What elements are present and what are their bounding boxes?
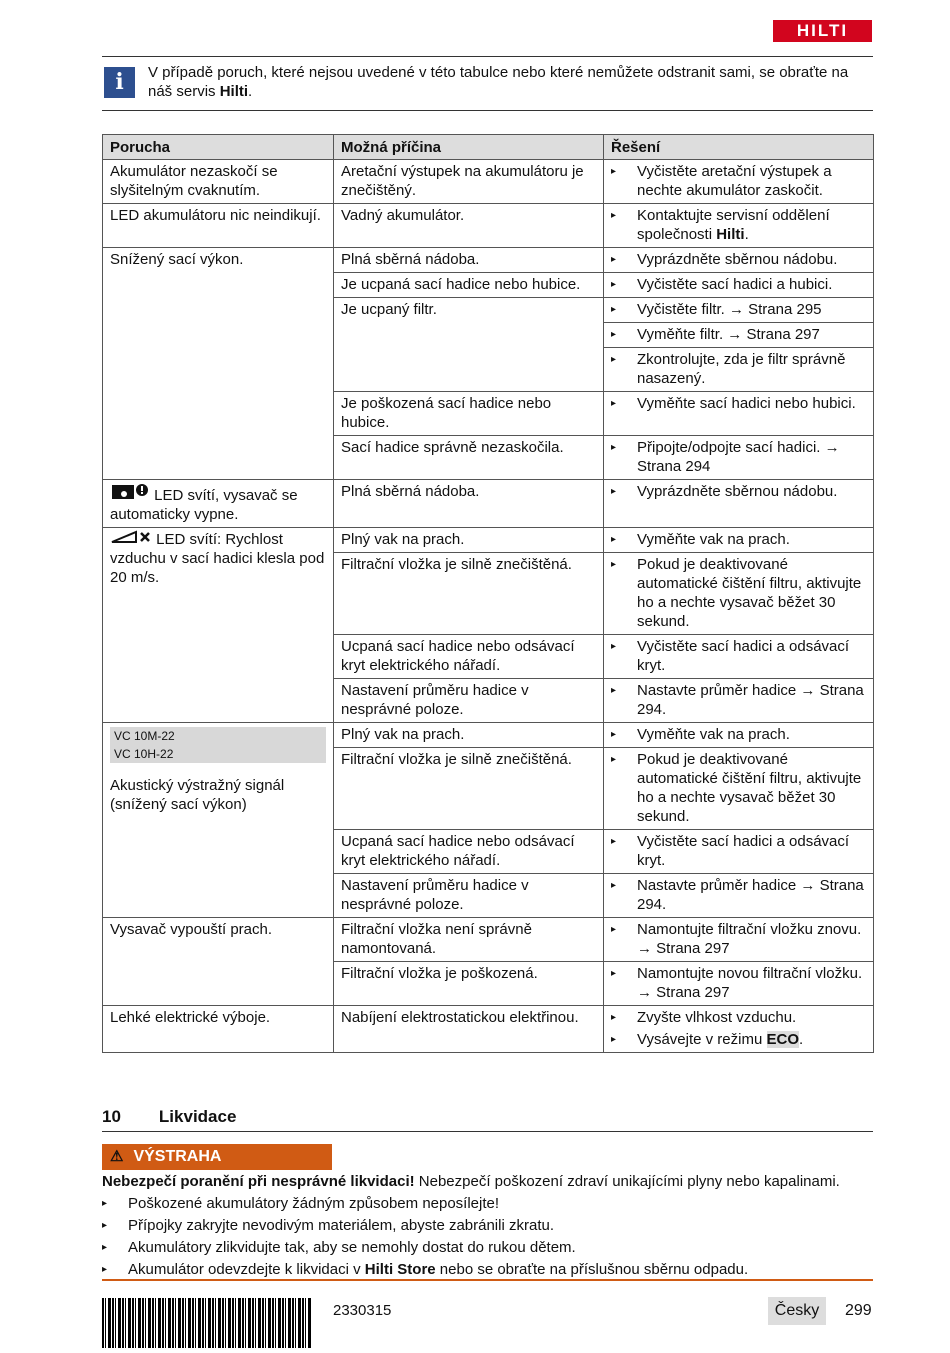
barcode	[102, 1298, 311, 1348]
table-header-row	[103, 135, 874, 160]
cause-cell: Filtrační vložka je silně znečištěná.	[334, 748, 604, 830]
cause-cell: Je poškozená sací hadice nebo hubice.	[334, 392, 604, 436]
cause-cell: Vadný akumulátor.	[334, 204, 604, 248]
solution-cell: ▸ Pokud je deaktivované automatické čištění filtru, aktivujte ho a nechte vysavač běžet 30 sekund.	[604, 748, 874, 830]
table-row	[103, 723, 874, 748]
disposal-list	[102, 1193, 882, 1281]
cause-cell: Je ucpaná sací hadice nebo hubice.	[334, 273, 604, 298]
cause-cell: Ucpaná sací hadice nebo odsávací kryt elektrického nářadí.	[334, 635, 604, 679]
solution-cell: ▸ Vyčistěte filtr. → Strana 295	[604, 298, 874, 323]
list-item: ▸ Akumulátory zlikvidujte tak, aby se nemohly dostat do rukou dětem.	[102, 1239, 576, 1256]
solution-cell: ▸ Namontujte filtrační vložku znovu. → Strana 297	[604, 918, 874, 962]
warning-banner: ⚠ VÝSTRAHA	[102, 1144, 332, 1170]
airflow-low-icon	[110, 531, 152, 548]
table-row	[103, 160, 874, 204]
solution-cell: ▸ Vyčistěte sací hadici a odsávací kryt.	[604, 635, 874, 679]
solution-cell: ▸ Vyprázdněte sběrnou nádobu.	[604, 248, 874, 273]
table-row	[103, 204, 874, 248]
solution-cell: ▸ Vyčistěte sací hadici a hubici.	[604, 273, 874, 298]
cause-cell: Aretační výstupek na akumulátoru je znečištěný.	[334, 160, 604, 204]
document-number: 2330315	[333, 1302, 392, 1319]
divider	[102, 1131, 873, 1132]
solution-cell: ▸ Vyčistěte sací hadici a odsávací kryt.	[604, 830, 874, 874]
divider	[102, 56, 873, 57]
hilti-logo: HILTI	[773, 20, 872, 42]
footer-divider	[102, 1279, 873, 1281]
solution-cell: ▸ Pokud je deaktivované automatické čištění filtru, aktivujte ho a nechte vysavač běžet 30 sekund.	[604, 553, 874, 635]
solution-cell: ▸ Kontaktujte servisní oddělení společnosti Hilti.	[604, 204, 874, 248]
fault-text: Akustický výstražný signál (snížený sací výkon)	[110, 777, 285, 813]
solution-cell: ▸ Vyprázdněte sběrnou nádobu.	[604, 480, 874, 528]
cause-cell: Filtrační vložka není správně namontovaná.	[334, 918, 604, 962]
table-row	[103, 1006, 874, 1053]
header-fault: Porucha	[103, 135, 334, 160]
solution-cell: ▸ Nastavte průměr hadice → Strana 294.	[604, 679, 874, 723]
solution-cell: ▸ Vyměňte filtr. → Strana 297	[604, 323, 874, 348]
solution-cell: ▸ Vyměňte vak na prach.	[604, 528, 874, 553]
table-row	[103, 918, 874, 962]
cause-cell: Nastavení průměru hadice v nesprávné poloze.	[334, 679, 604, 723]
fault-cell: Lehké elektrické výboje.	[103, 1006, 334, 1053]
table-row	[103, 480, 874, 528]
cause-cell: Nabíjení elektrostatickou elektřinou.	[334, 1006, 604, 1053]
section-heading: 10 Likvidace	[102, 1107, 237, 1126]
fault-cell: LED akumulátoru nic neindikují.	[103, 204, 334, 248]
solution-cell: ▸ Připojte/odpojte sací hadici. → Strana 294	[604, 436, 874, 480]
divider	[102, 110, 873, 111]
cause-cell: Plný vak na prach.	[334, 723, 604, 748]
warning-icon: ⚠	[110, 1148, 124, 1165]
cause-cell: Filtrační vložka je silně znečištěná.	[334, 553, 604, 635]
language-label: Česky	[768, 1297, 826, 1325]
cause-cell: Filtrační vložka je poškozená.	[334, 962, 604, 1006]
solution-cell: ▸ Vyměňte sací hadici nebo hubici.	[604, 392, 874, 436]
solution-cell: ▸ Vyměňte vak na prach.	[604, 723, 874, 748]
fault-cell: Vysavač vypouští prach.	[103, 918, 334, 1006]
header-cause: Možná příčina	[334, 135, 604, 160]
solution-cell: ▸ Vyčistěte aretační výstupek a nechte akumulátor zaskočit.	[604, 160, 874, 204]
cause-cell: Ucpaná sací hadice nebo odsávací kryt elektrického nářadí.	[334, 830, 604, 874]
list-item: ▸ Akumulátor odevzdejte k likvidaci v Hilti Store nebo se obraťte na příslušnou sběrnu odpadu.	[102, 1261, 749, 1278]
header-solution: Řešení	[604, 135, 874, 160]
fault-cell: LED svítí, vysavač se automaticky vypne.	[103, 480, 334, 528]
table-row	[103, 248, 874, 273]
model-label: VC 10M-22	[110, 727, 326, 745]
cause-cell: Je ucpaný filtr.	[334, 298, 604, 392]
troubleshooting-table	[102, 134, 874, 1053]
solution-cell: ▸ Zvyšte vlhkost vzduchu. ▸ Vysávejte v režimu ECO.	[604, 1006, 874, 1053]
solution-cell: ▸ Nastavte průměr hadice → Strana 294.	[604, 874, 874, 918]
cause-cell: Nastavení průměru hadice v nesprávné poloze.	[334, 874, 604, 918]
fault-cell: Snížený sací výkon.	[103, 248, 334, 480]
list-item: ▸ Přípojky zakryjte nevodivým materiálem, abyste zabránili zkratu.	[102, 1217, 554, 1234]
solution-cell: ▸ Zkontrolujte, zda je filtr správně nasazený.	[604, 348, 874, 392]
cause-cell: Plný vak na prach.	[334, 528, 604, 553]
fault-cell	[103, 723, 334, 918]
cause-cell: Plná sběrná nádoba.	[334, 248, 604, 273]
model-label: VC 10H-22	[110, 745, 326, 763]
cause-cell: Plná sběrná nádoba.	[334, 480, 604, 528]
container-full-icon	[110, 487, 150, 504]
table-row	[103, 528, 874, 553]
warning-text: Nebezpečí poranění při nesprávné likvidaci! Nebezpečí poškození zdraví unikajícími plyny nebo kapalinami.	[102, 1173, 840, 1190]
cause-cell: Sací hadice správně nezaskočila.	[334, 436, 604, 480]
list-item: ▸ Poškozené akumulátory žádným způsobem neposílejte!	[102, 1195, 500, 1212]
fault-cell: Akumulátor nezaskočí se slyšitelným cvaknutím.	[103, 160, 334, 204]
solution-cell: ▸ Namontujte novou filtrační vložku. → Strana 297	[604, 962, 874, 1006]
page-number: 299	[845, 1302, 872, 1319]
info-icon: i	[104, 67, 135, 98]
fault-cell: LED svítí: Rychlost vzduchu v sací hadici klesla pod 20 m/s.	[103, 528, 334, 723]
info-note: V případě poruch, které nejsou uvedené v této tabulce nebo které nemůžete odstranit sami, se obraťte na náš servis Hilti.	[148, 64, 849, 100]
